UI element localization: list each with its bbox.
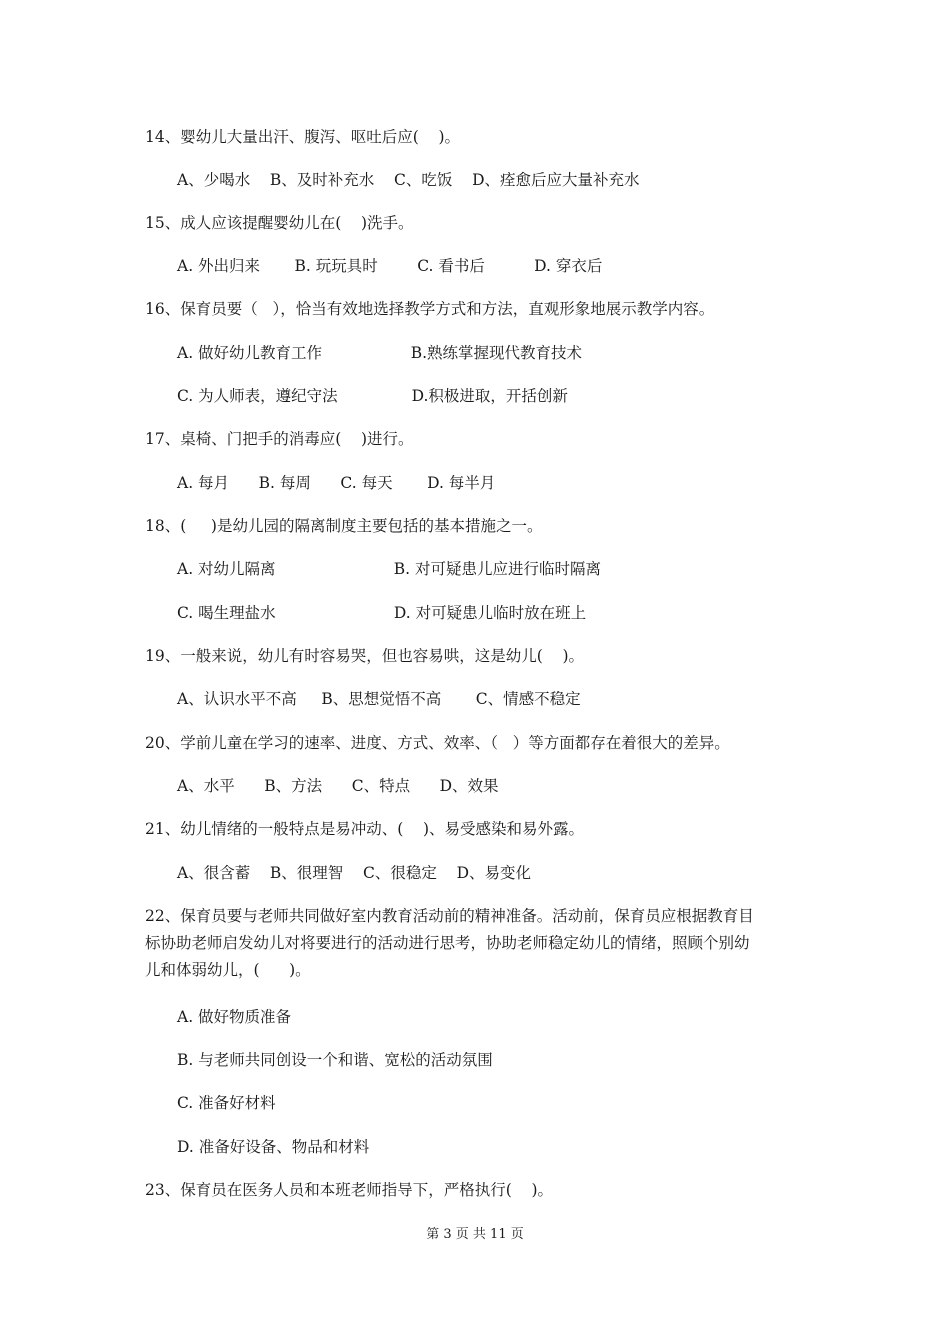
question-20-options: A、水平 B、方法 C、特点 D、效果 [177, 777, 499, 795]
question-22-stem-line-3: 儿和体弱幼儿，( )。 [145, 961, 311, 979]
question-17-stem: 17、桌椅、门把手的消毒应( )进行。 [145, 430, 414, 448]
question-22-option-a: A. 做好物质准备 [177, 1008, 292, 1026]
question-19-stem: 19、一般来说，幼儿有时容易哭，但也容易哄，这是幼儿( )。 [145, 647, 585, 665]
question-15-options: A. 外出归来 B. 玩玩具时 C. 看书后 D. 穿衣后 [177, 257, 603, 275]
question-15-stem: 15、成人应该提醒婴幼儿在( )洗手。 [145, 214, 414, 232]
question-18-stem: 18、( )是幼儿园的隔离制度主要包括的基本措施之一。 [145, 517, 543, 535]
question-17-options: A. 每月 B. 每周 C. 每天 D. 每半月 [177, 474, 496, 492]
question-14-stem: 14、婴幼儿大量出汗、腹泻、呕吐后应( )。 [145, 128, 461, 146]
question-18-options-cd: C. 喝生理盐水 D. 对可疑患儿临时放在班上 [177, 604, 587, 622]
question-22-option-b: B. 与老师共同创设一个和谐、宽松的活动氛围 [177, 1051, 493, 1069]
question-16-options-cd: C. 为人师表，遵纪守法 D.积极进取，开括创新 [177, 387, 568, 405]
question-14-options: A、少喝水 B、及时补充水 C、吃饭 D、痊愈后应大量补充水 [177, 171, 640, 189]
question-23-stem: 23、保育员在医务人员和本班老师指导下，严格执行( )。 [145, 1181, 554, 1199]
question-19-options: A、认识水平不高 B、思想觉悟不高 C、情感不稳定 [177, 690, 581, 708]
question-16-stem: 16、保育员要（ ），恰当有效地选择教学方式和方法，直观形象地展示教学内容。 [145, 300, 715, 318]
question-21-options: A、很含蓄 B、很理智 C、很稳定 D、易变化 [177, 864, 531, 882]
page-footer: 第 3 页 共 11 页 [426, 1227, 524, 1242]
question-18-options-ab: A. 对幼儿隔离 B. 对可疑患儿应进行临时隔离 [177, 560, 602, 578]
question-21-stem: 21、幼儿情绪的一般特点是易冲动、( )、易受感染和易外露。 [145, 820, 585, 838]
question-22-option-d: D. 准备好设备、物品和材料 [177, 1138, 370, 1156]
question-22-stem-line-2: 标协助老师启发幼儿对将要进行的活动进行思考，协助老师稳定幼儿的情绪，照顾个别幼 [145, 934, 750, 952]
question-16-options-ab: A. 做好幼儿教育工作 B.熟练掌握现代教育技术 [177, 344, 583, 362]
question-20-stem: 20、学前儿童在学习的速率、进度、方式、效率、（ ）等方面都存在着很大的差异。 [145, 734, 730, 752]
question-22-option-c: C. 准备好材料 [177, 1094, 276, 1112]
question-22-stem: 22、保育员要与老师共同做好室内教育活动前的精神准备。活动前，保育员应根据教育目 [145, 907, 754, 925]
